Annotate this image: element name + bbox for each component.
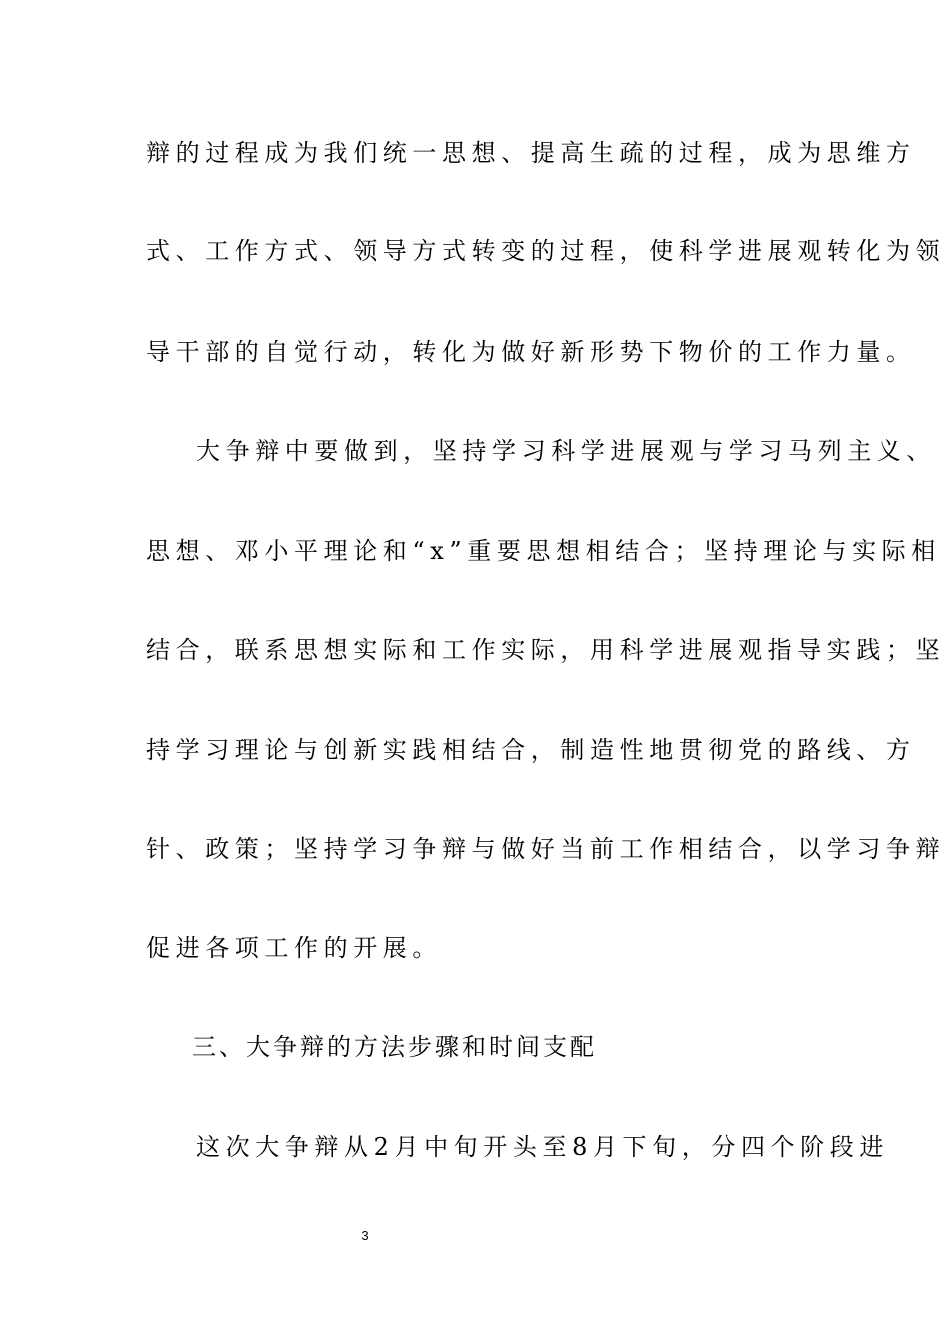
text-line-9: 促进各项工作的开展。 bbox=[146, 934, 442, 962]
text-line-8: 针、政策；坚持学习争辩与做好当前工作相结合，以学习争辩 bbox=[146, 835, 946, 863]
text-line-7: 持学习理论与创新实践相结合，制造性地贯彻党的路线、方 bbox=[146, 736, 916, 764]
page-number: 3 bbox=[361, 1228, 369, 1243]
text-line-4: 大争辩中要做到，坚持学习科学进展观与学习马列主义、 bbox=[196, 437, 936, 465]
section-heading: 三、大争辩的方法步骤和时间支配 bbox=[192, 1033, 597, 1061]
text-line-11: 这次大争辩从2月中旬开头至8月下旬，分四个阶段进 bbox=[196, 1133, 889, 1161]
text-line-6: 结合，联系思想实际和工作实际，用科学进展观指导实践；坚 bbox=[146, 636, 946, 664]
text-line-5: 思想、邓小平理论和“x”重要思想相结合；坚持理论与实际相 bbox=[146, 537, 941, 565]
text-line-3: 导干部的自觉行动，转化为做好新形势下物价的工作力量。 bbox=[146, 338, 916, 366]
text-line-2: 式、工作方式、领导方式转变的过程，使科学进展观转化为领 bbox=[146, 237, 946, 265]
text-line-1: 辩的过程成为我们统一思想、提高生疏的过程，成为思维方 bbox=[146, 139, 916, 167]
